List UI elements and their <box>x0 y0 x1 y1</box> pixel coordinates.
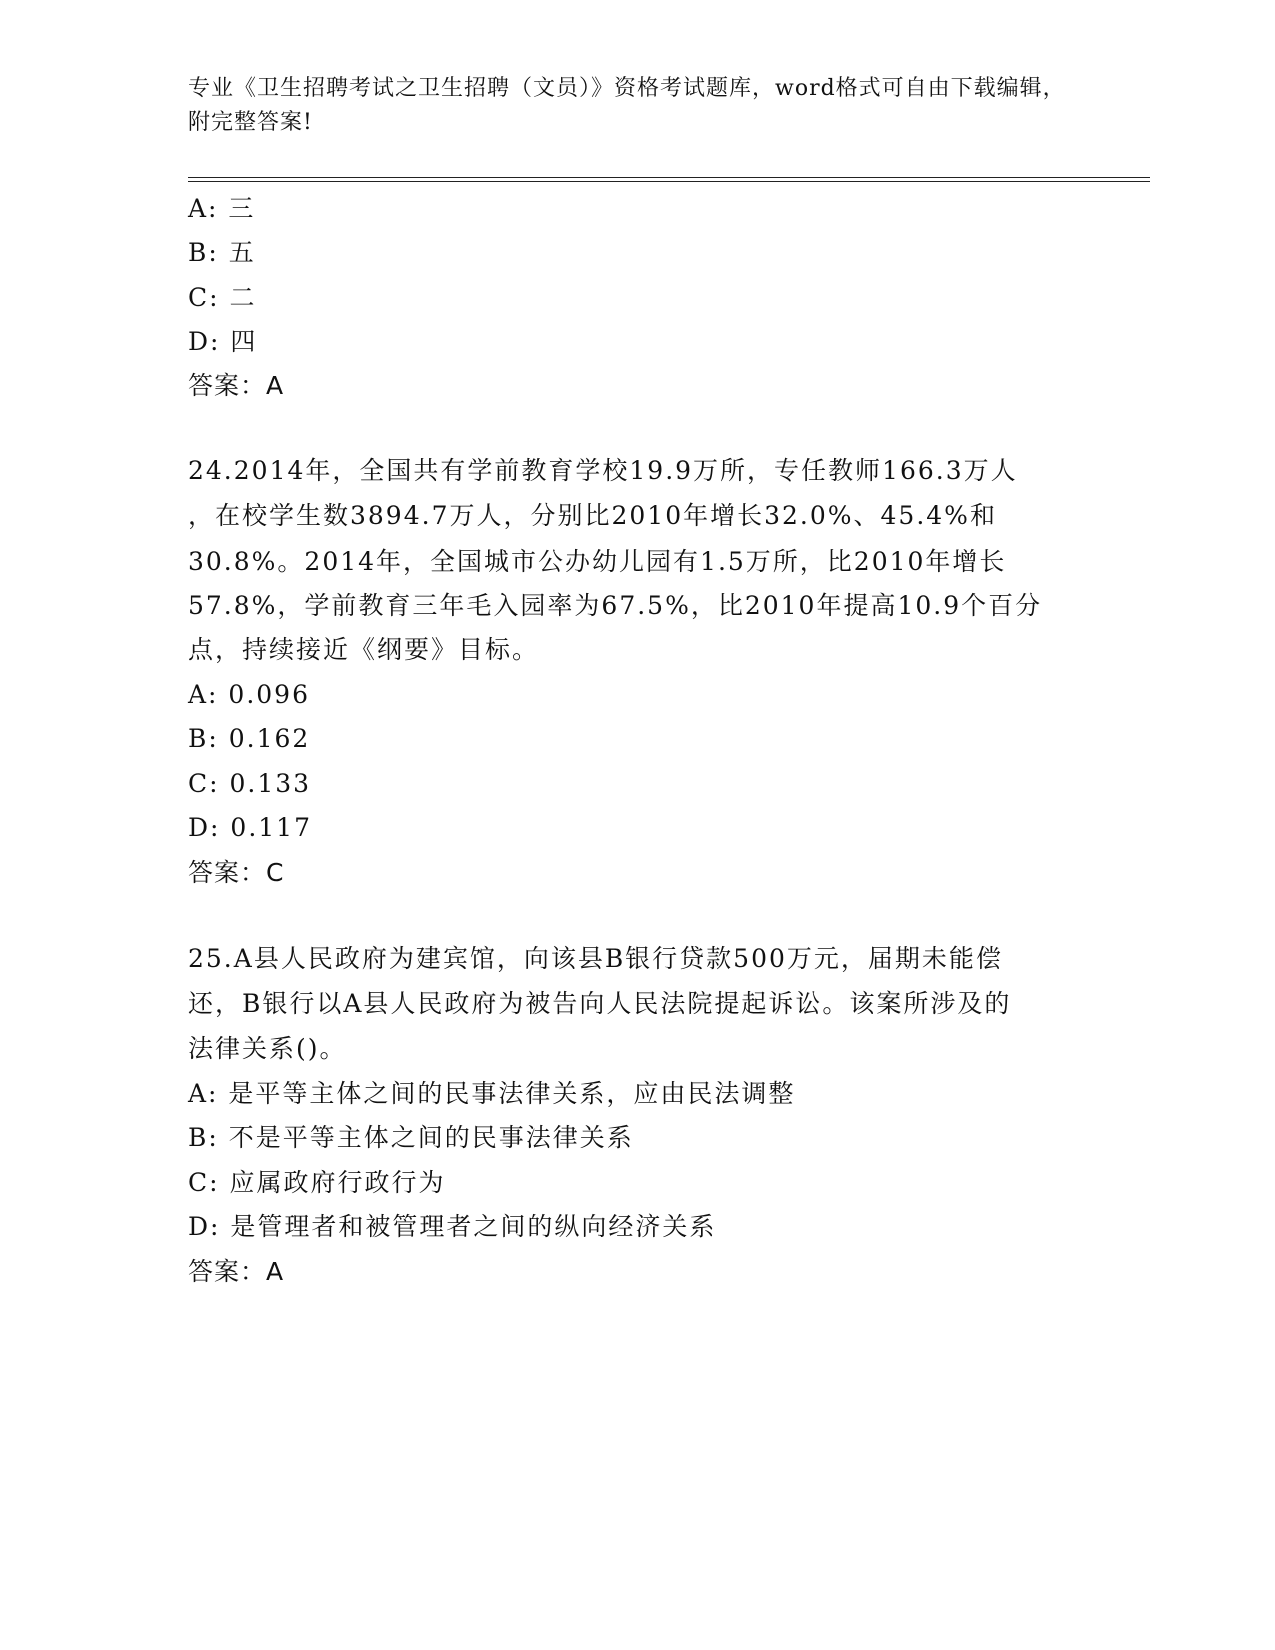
q25-line-2: 还，B银行以A县人民政府为被告向人民法院提起诉讼。该案所涉及的 <box>188 989 1012 1018</box>
q23-option-a: A: 三 <box>188 194 256 223</box>
q24-line-2: ，在校学生数3894.7万人，分别比2010年增长32.0%、45.4%和 <box>188 501 997 530</box>
q23-option-b: B: 五 <box>188 238 256 267</box>
q23-option-d: D: 四 <box>188 327 258 356</box>
q24-line-5: 点，持续接近《纲要》目标。 <box>188 635 540 664</box>
header-rule-bottom <box>188 181 1150 182</box>
q24-option-d: D: 0.117 <box>188 813 312 842</box>
header-rule-top <box>188 177 1150 178</box>
q24-line-4: 57.8%，学前教育三年毛入园率为67.5%，比2010年提高10.9个百分 <box>188 591 1043 620</box>
q25-option-d: D: 是管理者和被管理者之间的纵向经济关系 <box>188 1212 717 1241</box>
q25-line-1: 25.A县人民政府为建宾馆，向该县B银行贷款500万元，届期未能偿 <box>188 944 1003 973</box>
q23-option-c: C: 二 <box>188 283 257 312</box>
q24-option-c: C: 0.133 <box>188 769 312 798</box>
q24-line-1: 24.2014年，全国共有学前教育学校19.9万所，专任教师166.3万人 <box>188 456 1018 485</box>
q24-option-a: A: 0.096 <box>188 680 310 709</box>
q25-option-c: C: 应属政府行政行为 <box>188 1168 446 1197</box>
q25-line-3: 法律关系()。 <box>188 1034 347 1063</box>
document-header: 专业《卫生招聘考试之卫生招聘（文员）》资格考试题库，word格式可自由下载编辑，附完整答案! <box>188 76 1066 135</box>
q24-answer: 答案：C <box>188 858 285 887</box>
q25-option-a: A: 是平等主体之间的民事法律关系，应由民法调整 <box>188 1079 796 1108</box>
q24-option-b: B: 0.162 <box>188 724 311 753</box>
q25-answer: 答案：A <box>188 1257 285 1286</box>
q24-line-3: 30.8%。2014年，全国城市公办幼儿园有1.5万所，比2010年增长 <box>188 547 1007 576</box>
q23-answer: 答案：A <box>188 371 285 400</box>
q25-option-b: B: 不是平等主体之间的民事法律关系 <box>188 1123 634 1152</box>
